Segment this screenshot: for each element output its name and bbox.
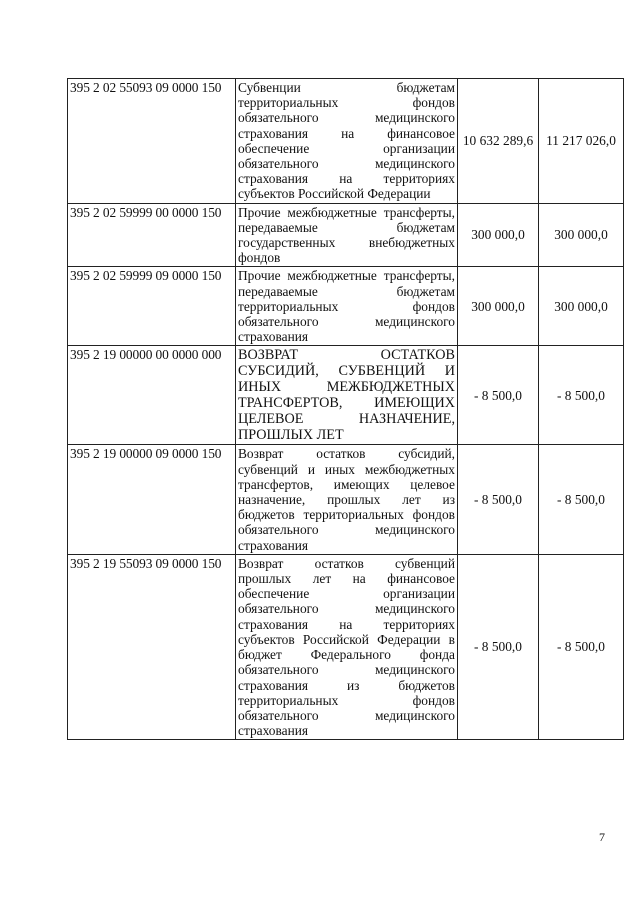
budget-code: 395 2 02 59999 09 0000 150: [68, 267, 236, 346]
income-description: Прочие межбюджетные трансферты, передаваемые бюджетам государственных внебюджетных фондов: [236, 203, 458, 267]
amount-year-2: - 8 500,0: [539, 445, 624, 554]
amount-year-1: - 8 500,0: [458, 554, 539, 739]
table-row: [68, 346, 624, 445]
budget-code: 395 2 19 55093 09 0000 150: [68, 554, 236, 739]
table-row: [68, 203, 624, 267]
income-description: Возврат остатков субвенций прошлых лет на финансовое обеспечение организации обязательного медицинского страхования на территориях субъектов Российской Федерации в бюджет Федерального фонда обязательного медицинского страхования из бюджетов территориальных фондов обязательного медицинского страхования: [236, 554, 458, 739]
amount-year-2: 300 000,0: [539, 267, 624, 346]
table-row: [68, 445, 624, 554]
income-description: Субвенции бюджетам территориальных фондов обязательного медицинского страхования на финансовое обеспечение организации обязательного медицинского страхования на территориях субъектов Российской Федерации: [236, 79, 458, 204]
budget-code: 395 2 19 00000 09 0000 150: [68, 445, 236, 554]
amount-year-2: - 8 500,0: [539, 346, 624, 445]
page-number: 7: [599, 830, 605, 844]
amount-year-1: 10 632 289,6: [458, 79, 539, 204]
amount-year-1: - 8 500,0: [458, 445, 539, 554]
amount-year-2: 11 217 026,0: [539, 79, 624, 204]
income-description: Возврат остатков субсидий, субвенций и иных межбюджетных трансфертов, имеющих целевое назначение, прошлых лет из бюджетов территориальных фондов обязательного медицинского страхования: [236, 445, 458, 554]
budget-table: [67, 78, 624, 740]
amount-year-2: 300 000,0: [539, 203, 624, 267]
table-row: [68, 79, 624, 204]
amount-year-1: 300 000,0: [458, 267, 539, 346]
budget-code: 395 2 19 00000 00 0000 000: [68, 346, 236, 445]
income-description: Прочие межбюджетные трансферты, передаваемые бюджетам территориальных фондов обязательного медицинского страхования: [236, 267, 458, 346]
table-row: [68, 267, 624, 346]
budget-code: 395 2 02 55093 09 0000 150: [68, 79, 236, 204]
budget-code: 395 2 02 59999 00 0000 150: [68, 203, 236, 267]
amount-year-2: - 8 500,0: [539, 554, 624, 739]
amount-year-1: - 8 500,0: [458, 346, 539, 445]
table-row: [68, 554, 624, 739]
amount-year-1: 300 000,0: [458, 203, 539, 267]
income-description: ВОЗВРАТ ОСТАТКОВ СУБСИДИЙ, СУБВЕНЦИЙ И ИНЫХ МЕЖБЮДЖЕТНЫХ ТРАНСФЕРТОВ, ИМЕЮЩИХ ЦЕЛЕВОЕ НАЗНАЧЕНИЕ, ПРОШЛЫХ ЛЕТ: [236, 346, 458, 445]
